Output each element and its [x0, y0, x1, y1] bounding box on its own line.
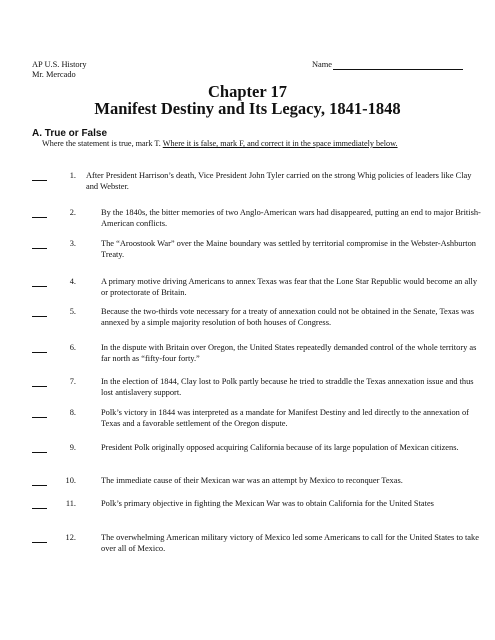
teacher-name: Mr. Mercado: [32, 70, 76, 79]
question-text: In the election of 1844, Clay lost to Polk partly because he tried to straddle the Texas annexation issue and thus lost antislavery support.: [101, 377, 474, 397]
answer-blank[interactable]: [32, 500, 47, 513]
question-text: The overwhelming American military victory of Mexico led some Americans to call for the United States to take over all of Mexico.: [101, 533, 479, 553]
question-number: 6.: [69, 343, 76, 352]
chapter-title: Chapter 17: [208, 82, 287, 101]
question-text: The immediate cause of their Mexican war was an attempt by Mexico to reconquer Texas.: [101, 476, 403, 485]
course-header: [32, 60, 87, 80]
answer-blank[interactable]: [32, 172, 47, 185]
question-number: 3.: [69, 239, 76, 248]
answer-blank[interactable]: [32, 278, 47, 291]
question-number: 4.: [69, 277, 76, 286]
answer-blank[interactable]: [32, 534, 47, 547]
name-field: [312, 60, 463, 70]
question-text: In the dispute with Britain over Oregon, the United States repeatedly demanded control of the whole territory as far north as “fifty-four forty.”: [101, 343, 477, 363]
question-number: 11.: [65, 499, 76, 508]
question-text: A primary motive driving Americans to annex Texas was fear that the Lone Star Republic would become an ally or protectorate of Britain.: [101, 277, 478, 297]
question-text: By the 1840s, the bitter memories of two Anglo-American wars had disappeared, putting an end to major British-American conflicts.: [101, 208, 481, 228]
question-number: 12.: [65, 533, 76, 542]
name-blank-line[interactable]: [333, 61, 463, 70]
question-number: 5.: [69, 307, 76, 316]
answer-blank[interactable]: [32, 209, 47, 222]
section-heading: A. True or False: [32, 128, 108, 139]
answer-blank[interactable]: [32, 344, 47, 357]
answer-blank[interactable]: [32, 477, 47, 490]
answer-blank[interactable]: [32, 444, 47, 457]
question-number: 10.: [65, 476, 76, 485]
section-instructions: [42, 139, 462, 149]
instructions-text: Where the statement is true, mark T.: [42, 139, 163, 148]
answer-blank[interactable]: [32, 240, 47, 253]
answer-blank[interactable]: [32, 308, 47, 321]
question-text: Because the two-thirds vote necessary for a treaty of annexation could not be obtained in the Senate, Texas was annexed by a simple majority resolution of both houses of Congress.: [101, 307, 474, 327]
instructions-underlined-text: Where it is false, mark F, and correct it in the space immediately below.: [162, 139, 398, 148]
answer-blank[interactable]: [32, 409, 47, 422]
question-text: Polk’s victory in 1844 was interpreted as a mandate for Manifest Destiny and led directly to the annexation of Texas and a favorable settlement of the Oregon dispute.: [101, 408, 469, 428]
chapter-subtitle: Manifest Destiny and Its Legacy, 1841-1848: [94, 99, 401, 118]
question-text: Polk’s primary objective in fighting the Mexican War was to obtain California for the United States: [101, 499, 434, 508]
name-label: Name: [312, 60, 332, 69]
question-number: 9.: [69, 443, 76, 452]
question-text: President Polk originally opposed acquiring California because of its large population of Mexican citizens.: [101, 443, 459, 452]
answer-blank[interactable]: [32, 378, 47, 391]
question-number: 2.: [69, 208, 76, 217]
question-number: 8.: [69, 408, 76, 417]
question-text: The “Aroostook War” over the Maine boundary was settled by territorial compromise in the Webster-Ashburton Treaty.: [101, 239, 476, 259]
question-text: After President Harrison’s death, Vice President John Tyler carried on the strong Whig policies of leaders like Clay and Webster.: [86, 171, 472, 191]
question-number: 7.: [69, 377, 76, 386]
question-number: 1.: [69, 171, 76, 180]
course-name: AP U.S. History: [32, 60, 87, 69]
